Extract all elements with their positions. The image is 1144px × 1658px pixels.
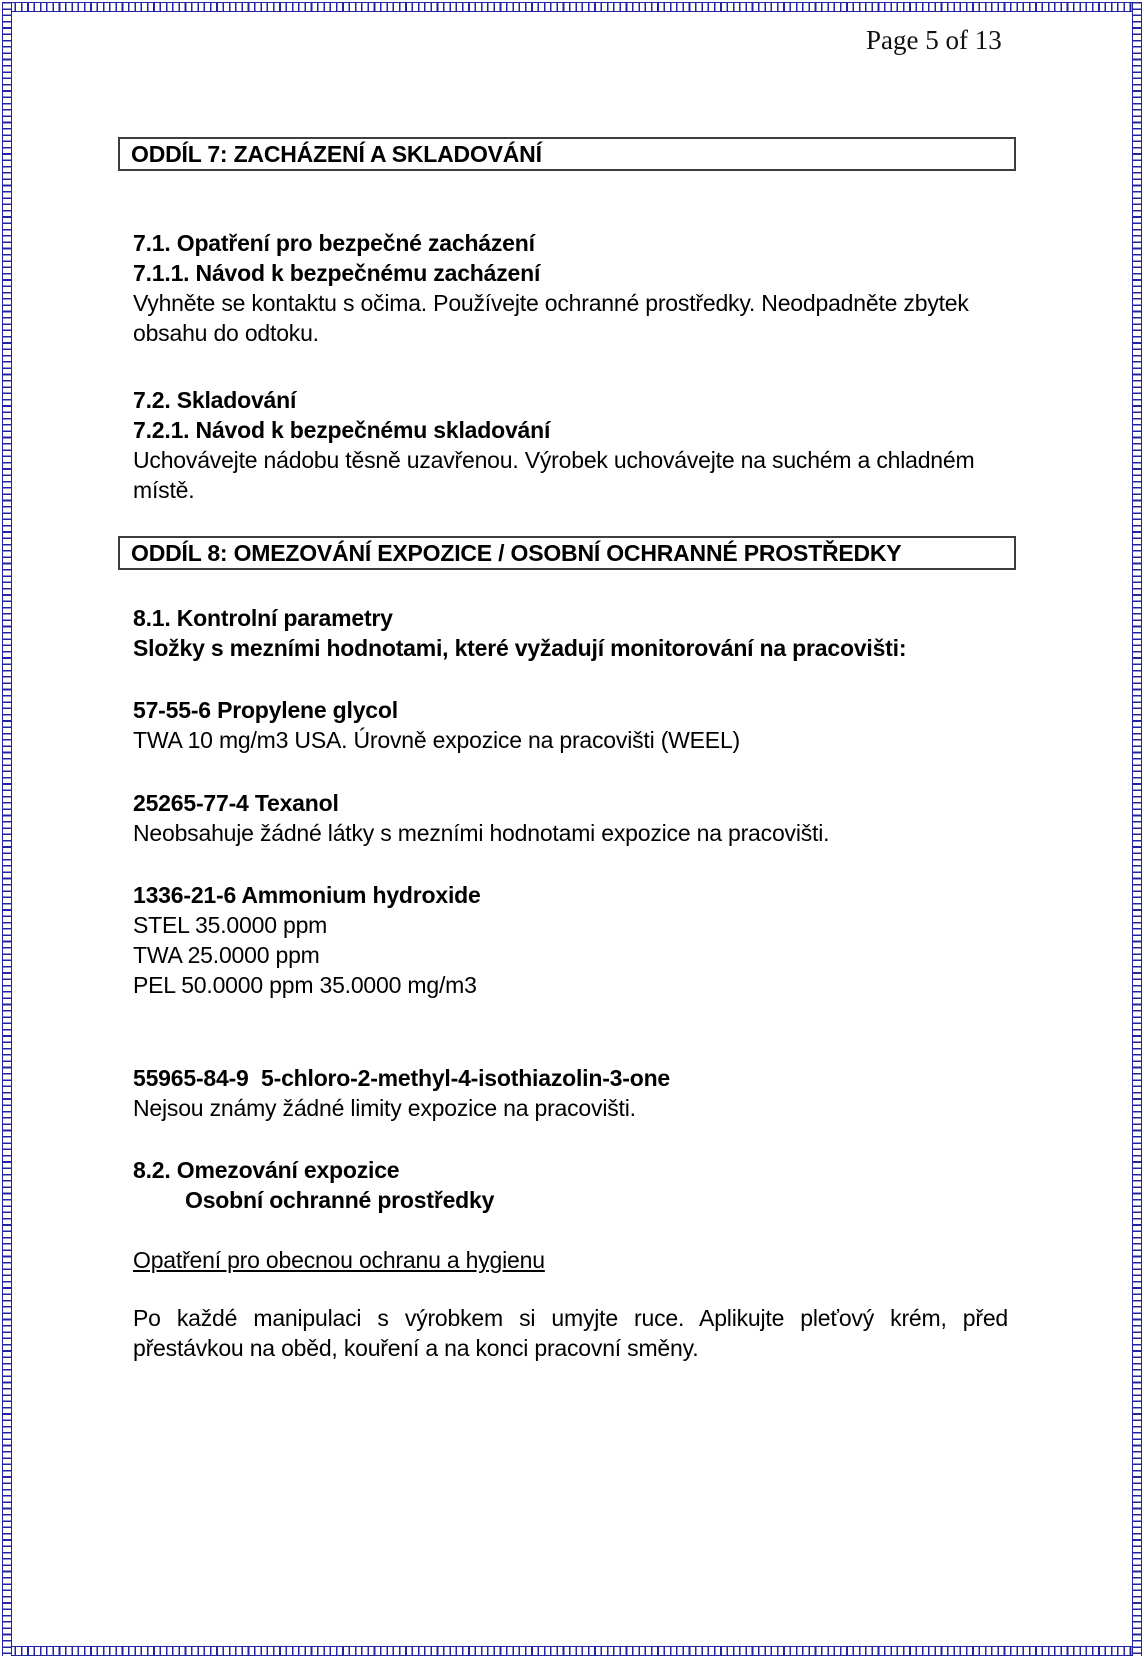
subheading-8-2: Osobní ochranné prostředky [185,1187,495,1213]
substance-name: 55965-84-9 5-chloro-2-methyl-4-isothiazolin-3-one [133,1065,671,1091]
paragraph-7-1-1: Vyhněte se kontaktu s očima. Používejte ochranné prostředky. Neodpadněte zbytek obsahu do odtoku. [133,290,969,346]
section-7-title: ODDÍL 7: ZACHÁZENÍ A SKLADOVÁNÍ [131,141,542,167]
page-border-left [2,2,12,1656]
hygiene-paragraph: Po každé manipulaci s výrobkem si umyjte ruce. Aplikujte pleťový krém, před přestávkou na oběd, kouření a na konci pracovní směny. [133,1305,1008,1361]
section-8-title: ODDÍL 8: OMEZOVÁNÍ EXPOZICE / OSOBNÍ OCHRANNÉ PROSTŘEDKY [131,540,902,566]
page-border-right [1132,2,1142,1656]
heading-7-1-1: 7.1.1. Návod k bezpečnému zacházení [133,260,541,286]
document-content [118,137,1016,1363]
section-7-header-box [118,137,1016,171]
substance-limit-line: TWA 10 mg/m3 USA. Úrovně expozice na pracovišti (WEEL) [133,727,740,753]
substance-limit-line: PEL 50.0000 ppm 35.0000 mg/m3 [133,972,477,998]
substance-name: 1336-21-6 Ammonium hydroxide [133,882,481,908]
page-number: Page 5 of 13 [866,25,1002,55]
section-8-header-box [118,536,1016,570]
substance-name: 25265-77-4 Texanol [133,790,339,816]
hygiene-heading: Opatření pro obecnou ochranu a hygienu [133,1247,545,1273]
subheading-8-1: Složky s mezními hodnotami, které vyžadují monitorování na pracovišti: [133,635,907,661]
heading-7-2: 7.2. Skladování [133,387,297,413]
page-border-bottom [2,1646,1142,1656]
heading-7-1: 7.1. Opatření pro bezpečné zacházení [133,230,535,256]
heading-8-2: 8.2. Omezování expozice [133,1157,400,1183]
substance-limit-line: Nejsou známy žádné limity expozice na pracovišti. [133,1095,636,1121]
paragraph-7-2-1: Uchovávejte nádobu těsně uzavřenou. Výrobek uchovávejte na suchém a chladném místě. [133,447,975,503]
page-border-top [2,2,1142,12]
heading-8-1: 8.1. Kontrolní parametry [133,605,393,631]
substance-limit-line: STEL 35.0000 ppm [133,912,328,938]
substance-limit-line: Neobsahuje žádné látky s mezními hodnotami expozice na pracovišti. [133,820,830,846]
substance-name: 57-55-6 Propylene glycol [133,697,398,723]
heading-7-2-1: 7.2.1. Návod k bezpečnému skladování [133,417,551,443]
substance-limit-line: TWA 25.0000 ppm [133,942,320,968]
